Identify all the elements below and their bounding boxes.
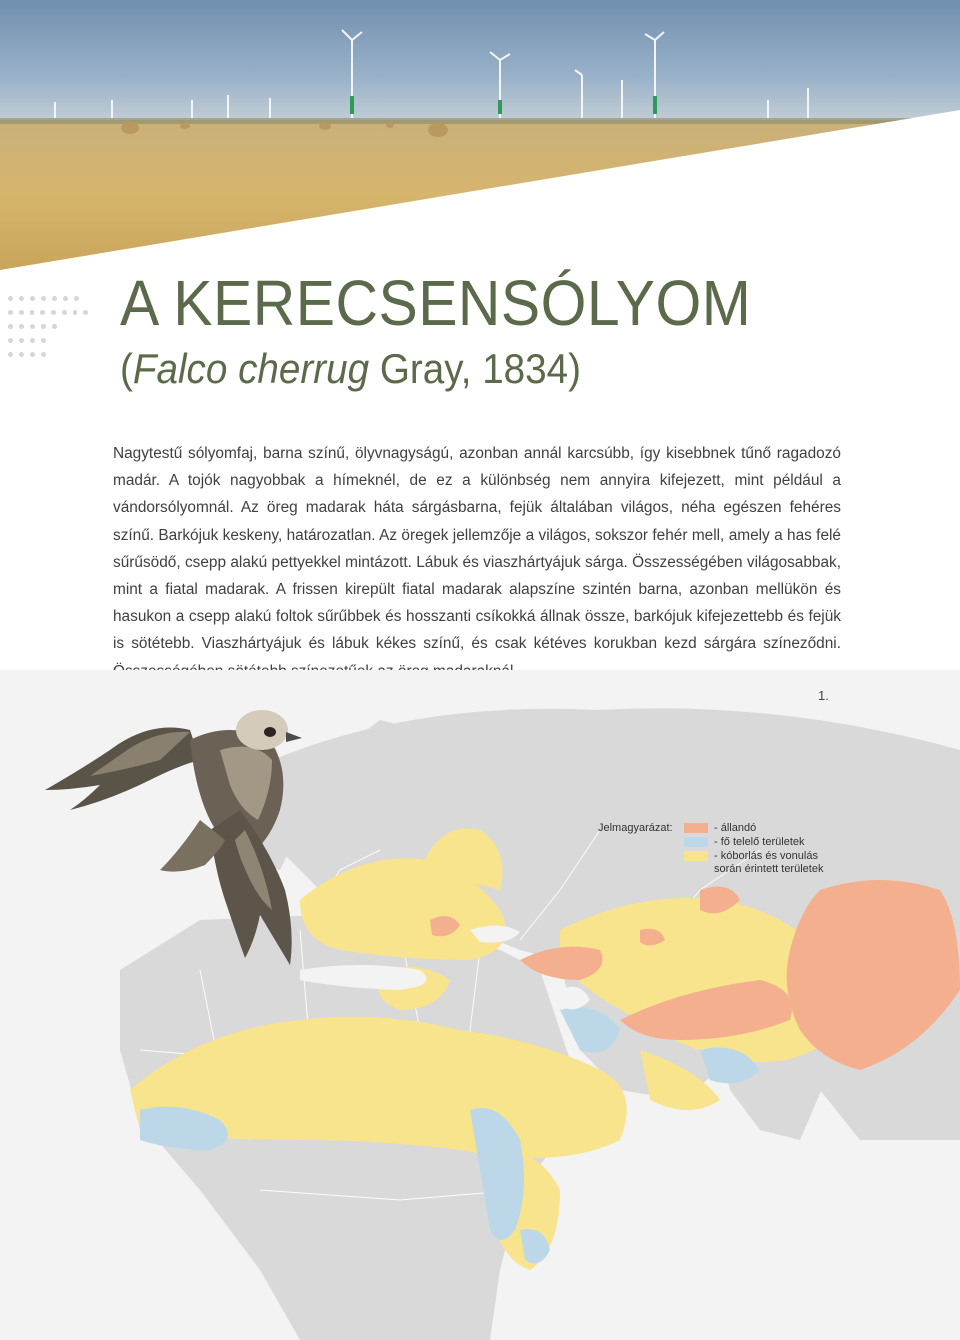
figure-number: 1. <box>818 688 829 703</box>
legend-item-wintering <box>684 836 805 849</box>
page-subtitle <box>120 346 581 392</box>
legend-label-migration: - kóborlás és vonulás során érintett területek <box>714 850 824 875</box>
decorative-dot-pattern <box>8 296 88 366</box>
species-description: Nagytestű sólyomfaj, barna színű, ölyvnagyságú, azonban annál karcsúbb, így kisebbnek tűnő ragadozó madár. A tojók nagyobbak a hímeknél, de ez a különbség nem annyira kifejezett, mint például a vándorsólyomnál. Az öreg madarak háta sárgásbarna, fejük általában világos, néha egészen fehéres színű. Barkójuk keskeny, határozatlan. Az öregek jellemzője a világos, sokszor fehér mell, amely a has felé sűrűsödő, csepp alakú pettyekkel mintázott. Lábuk és viaszhártyájuk sárga. Összességében világosabbak, mint a fiatal madarak. A frissen kirepült fiatal madarak alapszíne szintén barna, azonban mellükön és hasukon a csepp alakú foltok sűrűbbek és hosszanti csíkokká állnak össze, barkójuk kifejezettebb és fejük is sötétebb. Viaszhártyájuk és lábuk kékes színű, és csak kétéves korukban kezd sárgára színeződni. <box>113 445 841 653</box>
saker-falcon-illustration <box>40 690 340 970</box>
legend-label-resident: - állandó <box>714 822 757 834</box>
subtitle-author: Gray, 1834) <box>369 345 582 392</box>
legend-item-migration <box>684 850 823 876</box>
legend-swatch-migration <box>684 851 708 861</box>
legend-label-wintering: - fő telelő területek <box>714 836 805 848</box>
hero-photo-wind-farm-field <box>0 0 960 270</box>
scientific-name: Falco cherrug <box>132 345 370 392</box>
subtitle-open: ( <box>120 345 133 392</box>
legend-item-resident <box>684 822 756 835</box>
legend-swatch-resident <box>684 823 708 833</box>
legend-heading: Jelmagyarázat: <box>598 822 673 834</box>
legend-swatch-wintering <box>684 837 708 847</box>
page-title: A KERECSENSÓLYOM <box>120 267 752 339</box>
